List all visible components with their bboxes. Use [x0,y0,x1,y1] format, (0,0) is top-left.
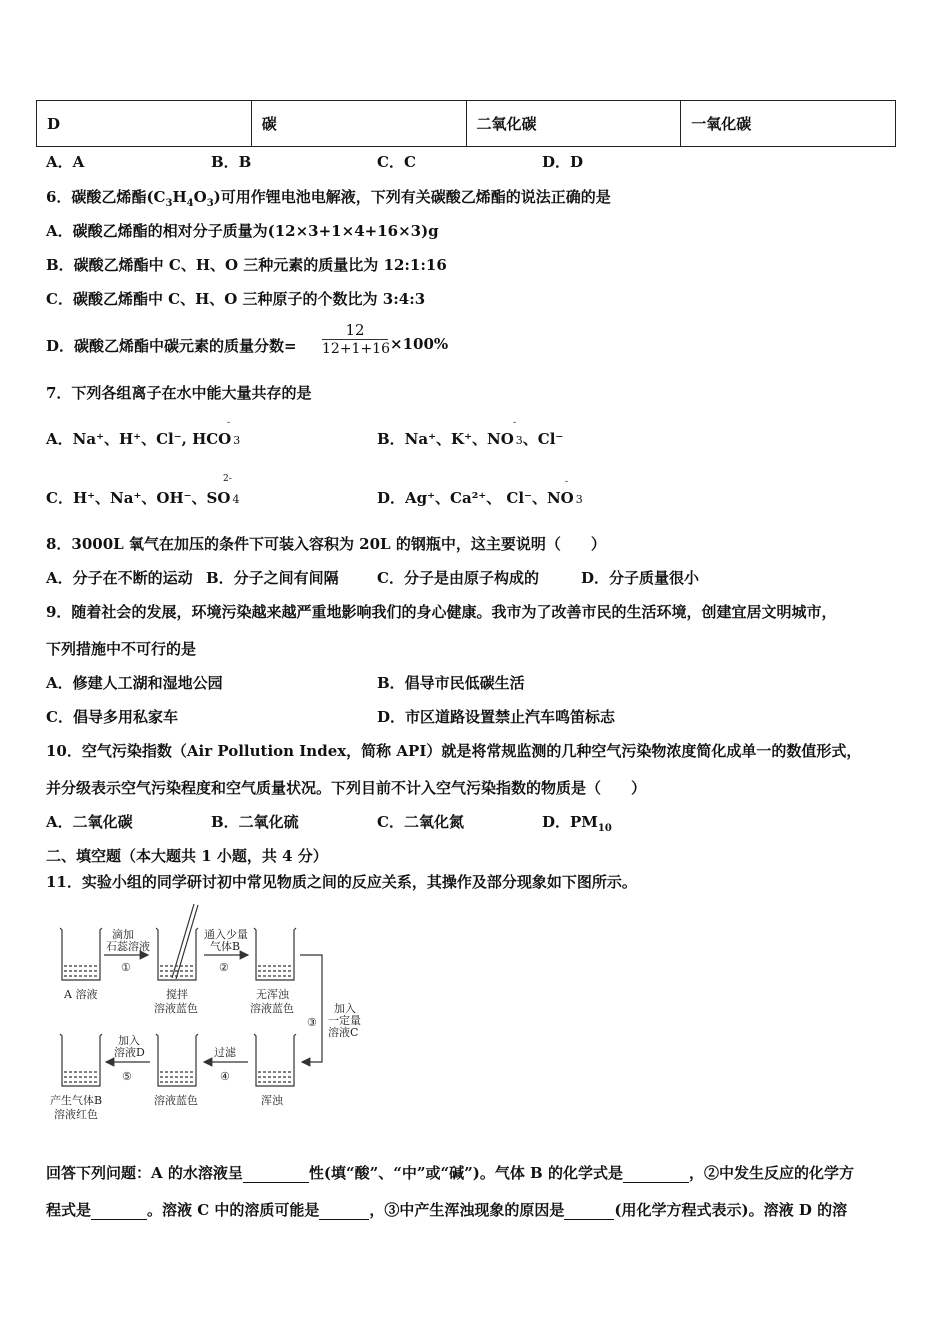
q6-option-c: C．碳酸乙烯酯中 C、H、O 三种原子的个数比为 3:4:3 [46,290,426,308]
table-row [37,101,896,147]
beaker-icon [156,904,198,980]
beaker-icon [156,1034,198,1086]
arrow5-label-1: 加入 [118,1034,140,1047]
q10-option-a: A．二氧化碳 [46,813,133,831]
beaker3-label-2: 溶液蓝色 [250,1002,294,1015]
arrow4-step: ④ [220,1070,230,1083]
table-cell: 二氧化碳 [466,101,681,147]
arrow5-label-2: 溶液D [114,1046,145,1059]
q7-b-charge: - [513,418,517,428]
q10-option-d: D．$PM_{10}$ [542,813,612,834]
beaker-icon [254,1034,296,1086]
arrow5-step: ⑤ [122,1070,132,1083]
arrow2-label-1: 通入少量 [204,928,248,941]
beaker5-label: 溶液蓝色 [154,1094,198,1107]
beaker3-label-1: 无浑浊 [256,988,289,1001]
q6-option-b: B．碳酸乙烯酯中 C、H、O 三种元素的质量比为 12:1:16 [46,256,447,274]
q10-stem-line1: 10．空气污染指数（Air Pollution Index，简称 API）就是将常规监测的几种空气污染物浓度简化成单一的数值形式， [46,742,862,760]
beaker2-label-1: 搅拌 [166,988,188,1001]
arrow3-label-1: 加入 [334,1002,356,1015]
q7-option-b: B．Na⁺、K⁺、NO 3、Cl⁻ [377,430,564,448]
arrow2-step: ② [219,961,229,974]
arrow1-label-1: 滴加 [112,928,134,941]
q6-option-d-suffix: ×100% [390,335,449,353]
q9-option-d: D．市区道路设置禁止汽车鸣笛标志 [377,708,616,726]
blank-field[interactable] [564,1201,614,1220]
q7-d-charge: - [565,477,569,487]
q7-stem: 7．下列各组离子在水中能大量共存的是 [46,384,312,402]
q6-option-a: A．碳酸乙烯酯的相对分子质量为(12×3+1×4+16×3)g [46,222,439,240]
q8-stem: 8．3000L 氧气在加压的条件下可装入容积为 20L 的钢瓶中，这主要说明（ ） [46,535,606,553]
q9-stem-line1: 9．随着社会的发展，环境污染越来越严重地影响我们的身心健康。我市为了改善市民的生活环境，创建宜居文明城市， [46,603,837,621]
q5-option-c: C．C [377,153,416,171]
arrow2-label-2: 气体B [210,940,241,953]
blank-field[interactable] [91,1201,147,1220]
beaker6-label-2: 溶液红色 [54,1108,98,1121]
arrow1-step: ① [121,961,131,974]
q8-option-b: B．分子之间有间隔 [206,569,339,587]
q11-answer-line1: 回答下列问题：A 的水溶液呈 性(填“酸”、“中”或“碱”)。气体 B 的化学式是 ，②中发生反应的化学方 [46,1164,854,1182]
q7-a-charge: - [227,418,231,428]
experiment-diagram [44,900,374,1130]
arrow3-label-2: 一定量 [328,1014,361,1027]
q10-option-b: B．二氧化硫 [211,813,299,831]
beaker6-label-1: 产生气体B [50,1094,103,1107]
beaker-icon [254,928,296,980]
q6-stem: 6．碳酸乙烯酯$(C_3H_4O_3)$可用作锂电池电解液，下列有关碳酸乙烯酯的说法正确的是 [46,188,611,209]
q9-option-b: B．倡导市民低碳生活 [377,674,525,692]
answer-table [36,100,896,147]
q9-option-c: C．倡导多用私家车 [46,708,178,726]
arrow-icon [300,955,322,1062]
blank-field[interactable] [623,1164,689,1183]
q9-option-a: A．修建人工湖和湿地公园 [46,674,223,692]
fraction-numerator: 12 [345,321,365,339]
beaker-icon [60,928,102,980]
q10-option-c: C．二氧化氮 [377,813,464,831]
q8-option-c: C．分子是由原子构成的 [377,569,539,587]
q7-option-d: D．Ag⁺、Ca²⁺、 Cl⁻、NO 3 [377,489,583,507]
beaker4-label: 浑浊 [261,1094,283,1107]
q7-c-charge: 2- [223,474,232,484]
beaker-icon [60,1034,102,1086]
arrow3-step: ③ [307,1016,317,1029]
fraction-denominator: 12+1+16 [322,341,390,357]
q10-stem-line2: 并分级表示空气污染程度和空气质量状况。下列目前不计入空气污染指数的物质是（ ） [46,779,647,797]
blank-field[interactable] [243,1164,309,1183]
beaker1-label: A 溶液 [64,988,98,1001]
section-heading: 二、填空题（本大题共 1 小题，共 4 分） [46,847,328,865]
table-cell: 一氧化碳 [681,101,896,147]
q5-option-b: B．B [211,153,252,171]
arrow1-label-2: 石蕊溶液 [106,940,150,953]
q5-option-d: D．D [542,153,584,171]
q5-option-a: A．A [46,153,85,171]
q7-option-a: A．Na⁺、H⁺、Cl⁻, HCO 3 [46,430,241,448]
stirring-rod-icon [172,904,194,978]
q11-answer-line2: 程式是 。溶液 C 中的溶质可能是 ，③中产生浑浊现象的原因是 (用化学方程式表示)。溶液 D 的溶 [46,1201,848,1219]
q11-stem: 11．实验小组的同学研讨初中常见物质之间的反应关系，其操作及部分现象如下图所示。 [46,873,637,891]
blank-field[interactable] [319,1201,369,1220]
q6-option-d: D．碳酸乙烯酯中碳元素的质量分数= [46,337,297,355]
q9-stem-line2: 下列措施中不可行的是 [46,640,197,658]
q8-option-a: A．分子在不断的运动 [46,569,193,587]
q8-option-d: D．分子质量很小 [581,569,700,587]
beaker2-label-2: 溶液蓝色 [154,1002,198,1015]
mass-fraction [322,321,388,358]
q7-option-c: C．H⁺、Na⁺、OH⁻、SO 4 [46,489,240,507]
arrow4-label: 过滤 [214,1046,236,1059]
table-cell: 碳 [251,101,466,147]
table-cell: D [37,101,252,147]
arrow3-label-3: 溶液C [328,1026,359,1039]
